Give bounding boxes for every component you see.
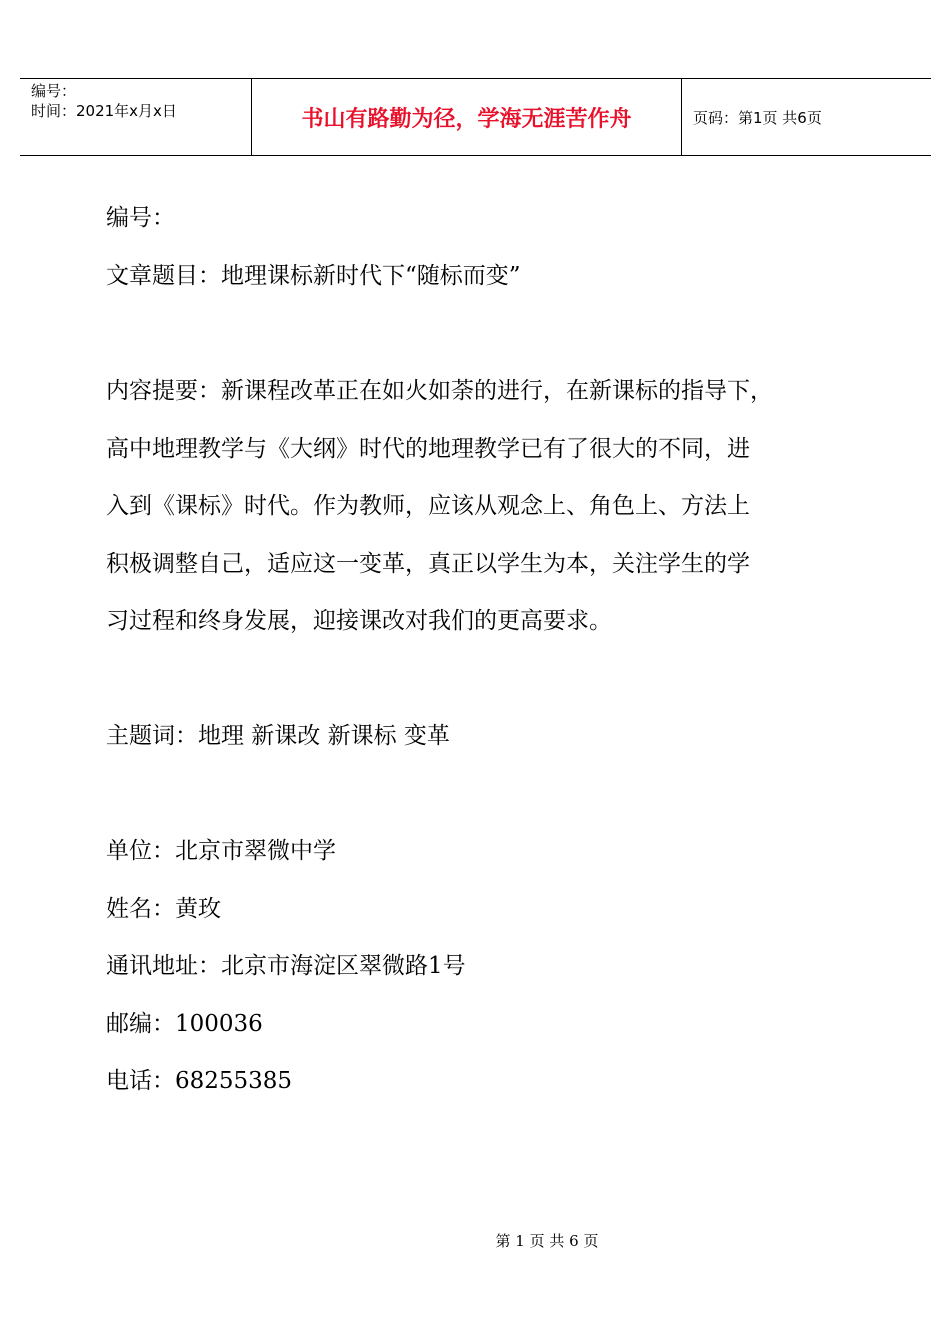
doc-number: 编号： bbox=[106, 205, 175, 231]
header-motto: 书山有路勤为径，学海无涯苦作舟 bbox=[252, 79, 682, 155]
page-header bbox=[20, 78, 931, 156]
header-meta bbox=[20, 79, 252, 155]
doc-unit: 单位：北京市翠微中学 bbox=[106, 838, 336, 864]
abstract-line-4: 积极调整自己，适应这一变革，真正以学生为本，关注学生的学 bbox=[106, 551, 750, 577]
doc-address: 通讯地址：北京市海淀区翠微路1号 bbox=[106, 953, 466, 979]
doc-postcode: 邮编：100036 bbox=[106, 1011, 263, 1037]
abstract-line-3: 入到《课标》时代。作为教师，应该从观念上、角色上、方法上 bbox=[106, 493, 750, 519]
abstract-line-1: 内容提要：新课程改革正在如火如荼的进行，在新课标的指导下， bbox=[106, 378, 773, 404]
doc-keywords: 主题词：地理 新课改 新课标 变革 bbox=[106, 723, 450, 749]
abstract-line-5: 习过程和终身发展，迎接课改对我们的更高要求。 bbox=[106, 608, 612, 634]
abstract-line-2: 高中地理教学与《大纲》时代的地理教学已有了很大的不同，进 bbox=[106, 436, 750, 462]
header-number-label: 编号： bbox=[31, 82, 77, 100]
doc-title: 文章题目：地理课标新时代下“随标而变” bbox=[106, 263, 521, 289]
page-footer: 第 1 页 共 6 页 bbox=[495, 1232, 599, 1250]
header-page-info: 页码：第1页 共6页 bbox=[693, 108, 822, 127]
doc-phone: 电话：68255385 bbox=[106, 1068, 293, 1094]
header-time-label: 时间：2021年x月x日 bbox=[31, 102, 177, 120]
doc-name: 姓名：黄玫 bbox=[106, 896, 221, 922]
